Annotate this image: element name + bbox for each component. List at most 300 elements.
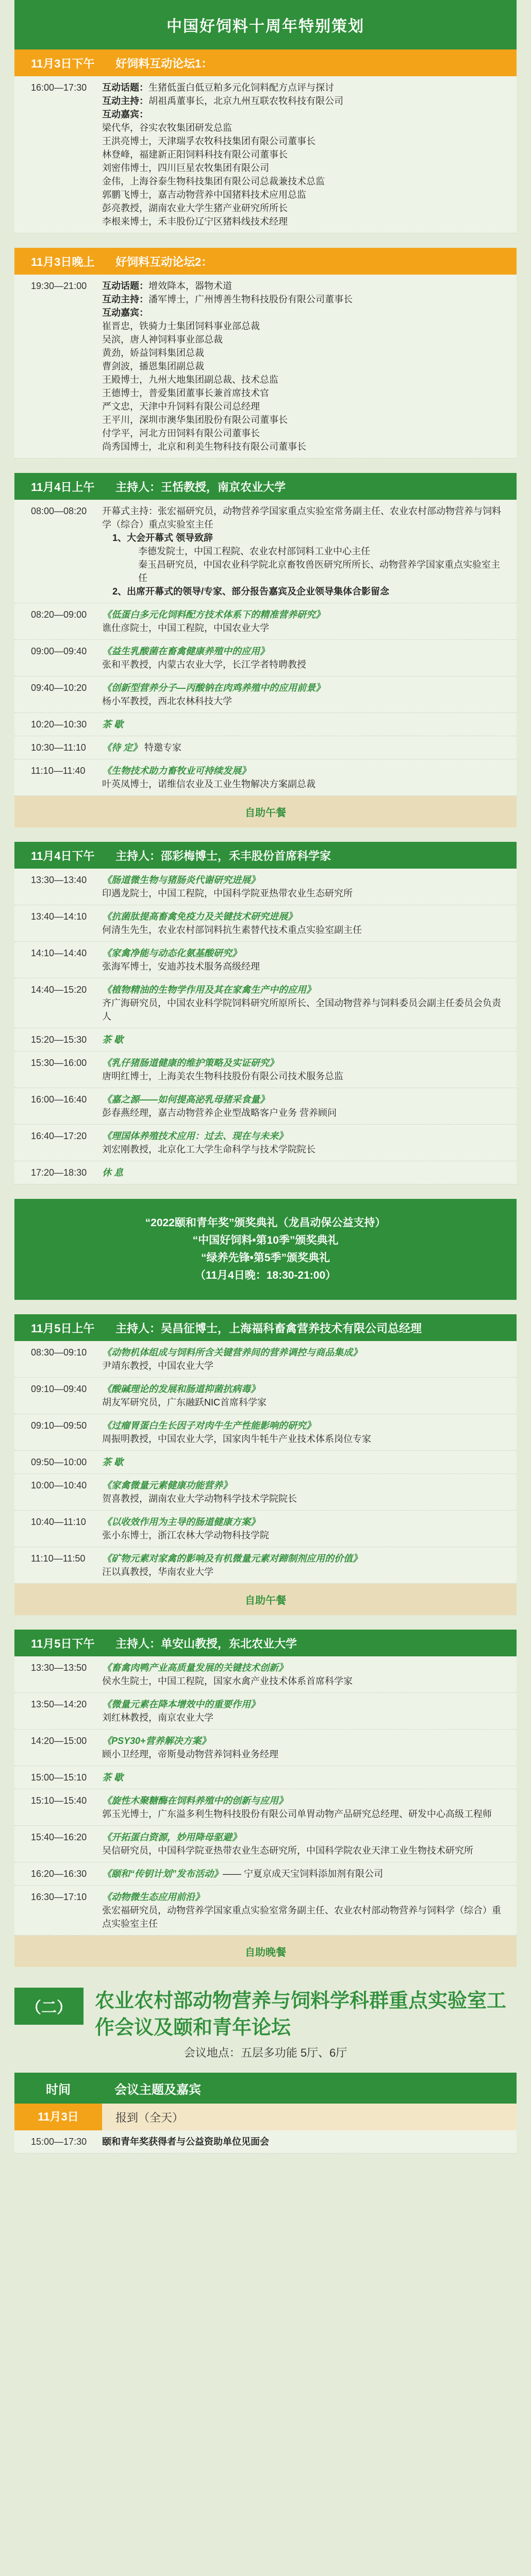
row-content (102, 608, 517, 635)
row-line (102, 413, 502, 427)
row-time: 09:40—10:20 (31, 683, 87, 693)
schedule-row (14, 1451, 517, 1474)
talk-title: 《矿物元素对家禽的影响及有机微量元素对蹄制剂应用的价值》 (102, 1553, 362, 1564)
line-text: 吴滨，唐人神饲料事业部总裁 (102, 334, 223, 345)
line-text: 彭亮教授，湖南农业大学生猪产业研究所所长 (102, 203, 288, 213)
section-header (14, 842, 517, 869)
row-line (102, 1794, 502, 1807)
talk-title: 《肠道微生物与猪肠炎代谢研究进展》 (102, 875, 260, 885)
section-header (14, 49, 517, 76)
section-body (14, 1341, 517, 1584)
line-text: 刘红林教授，南京农业大学 (102, 1713, 213, 1723)
section-body (14, 1656, 517, 1936)
row-content (102, 910, 517, 937)
schedule-row (14, 640, 517, 676)
row-time: 10:30—11:10 (31, 742, 86, 753)
line-text: 梁代华，谷实农牧集团研发总监 (102, 123, 232, 133)
row-line (102, 1033, 502, 1046)
line-text: 特邀专家 (142, 742, 182, 753)
row-time: 16:40—17:20 (31, 1131, 87, 1141)
line-text: 生猪低蛋白低豆粕多元化饲料配方点评与探讨 (148, 82, 334, 93)
schedule-row (14, 759, 517, 796)
line-text: 谯仕彦院士，中国工程院，中国农业大学 (102, 623, 269, 633)
schedule-row (14, 1547, 517, 1584)
row-line (102, 1711, 502, 1724)
talk-title: 《创新型营养分子—丙酸钠在肉鸡养殖中的应用前景》 (102, 683, 325, 693)
section-header (14, 1630, 517, 1656)
row-line (102, 764, 502, 777)
line-text: 彭春燕经理，嘉吉动物营养企业型战略客户业务 营养顾问 (102, 1108, 337, 1118)
row-line (102, 585, 502, 598)
schedule-row (14, 905, 517, 942)
line-text: 刘密伟博士，四川巨星农牧集团有限公司 (102, 163, 269, 173)
award-line: “绿养先锋•第5季”颁奖典礼 (201, 1252, 330, 1264)
schedule-row (14, 1341, 517, 1378)
line-text: 周振明教授，中国农业大学，国家肉牛牦牛产业技术体系岗位专家 (102, 1434, 371, 1444)
line-text: 汪以真教授，华南农业大学 (102, 1567, 213, 1577)
schedule-row (14, 1028, 517, 1052)
award-ceremony-box (14, 1199, 517, 1300)
row-content (102, 741, 517, 754)
row-time: 11:10—11:40 (31, 766, 86, 776)
row-line (102, 346, 502, 360)
section-label: 好饲料互动论坛1： (115, 57, 213, 70)
talk-title: 《动物机体组成与饲料所含关键营养间的营养调控与商品集成》 (102, 1347, 362, 1358)
talk-title: 茶 歇 (102, 1457, 124, 1467)
row-line (102, 360, 502, 373)
row-line (102, 1661, 502, 1674)
date-row (14, 2104, 517, 2130)
row-line (102, 1432, 502, 1446)
line-text: 郭鹏飞博士，嘉吉动物营养中国猪料技术应用总监 (102, 190, 306, 200)
talk-title: 《低蛋白多元化饲料配方技术体系下的精准营养研究》 (102, 609, 325, 620)
banner-title: 中国好饲料十周年特别策划 (14, 0, 517, 49)
row-time: 16:20—16:30 (31, 1869, 87, 1879)
section-body (14, 500, 517, 796)
row-line (102, 531, 502, 545)
row-content (102, 764, 517, 791)
row-line (102, 1771, 502, 1784)
section-time: 11月5日上午 (31, 1321, 95, 1335)
line-text: 王德博士，普爱集团董事长兼首席技术官 (102, 388, 269, 398)
row-content (102, 1552, 517, 1579)
row-time: 13:50—14:20 (31, 1699, 87, 1709)
line-bold: 2、出席开幕式的领导/专家、部分报告嘉宾及企业领导集体合影留念 (112, 586, 390, 597)
line-bold: 1、大会开幕式 领导致辞 (112, 533, 213, 543)
row-line (102, 873, 502, 887)
row-line (102, 1346, 502, 1359)
row-content (102, 1033, 517, 1046)
column-topic: 会议主题及嘉宾 (114, 2082, 201, 2097)
row-line (102, 558, 502, 585)
row-time: 16:00—16:40 (31, 1094, 87, 1105)
row-content (102, 1419, 517, 1446)
row-line (102, 658, 502, 671)
row-content: 颐和青年奖获得者与公益资助单位见面会 (102, 2137, 269, 2147)
row-line (102, 427, 502, 440)
row-line (102, 1515, 502, 1529)
line-text: 贺喜教授，湖南农业大学动物科学技术学院院长 (102, 1494, 297, 1504)
line-text: 齐广海研究员，中国农业科学院饲料研究所原所长、全国动物营养与饲料委员会副主任委员会负责人 (102, 998, 501, 1022)
row-content (102, 718, 517, 731)
award-line: “2022颐和青年奖”颁奖典礼（龙昌动保公益支持） (145, 1217, 386, 1229)
talk-title: 《理国体养殖技术应用：过去、现在与未来》 (102, 1131, 288, 1141)
schedule-row (14, 1886, 517, 1936)
schedule-row (14, 1656, 517, 1693)
row-time: 09:10—09:50 (31, 1420, 87, 1431)
row-line (102, 960, 502, 973)
line-text: 崔晋忠，铁骑力士集团饲料事业部总裁 (102, 321, 260, 331)
row-line (102, 1106, 502, 1120)
line-text: 严文忠，天津中升饲料有限公司总经理 (102, 401, 260, 412)
row-line (102, 1867, 502, 1880)
schedule-row (14, 736, 517, 759)
talk-title: 茶 歇 (102, 719, 124, 730)
schedule-row (14, 942, 517, 978)
row-line (102, 161, 502, 175)
section-body (14, 76, 517, 233)
talk-title: 《益生乳酸菌在畜禽健康养殖中的应用》 (102, 646, 269, 656)
row-line (102, 148, 502, 161)
talk-title: 《旋性木聚糖酶在饲料养殖中的创新与应用》 (102, 1795, 288, 1806)
row-line (102, 1890, 502, 1904)
row-line (102, 1143, 502, 1156)
row-content (102, 645, 517, 671)
line-text: 吴信研究员，中国科学院亚热带农业生态研究所，中国科学院农业天津工业生物技术研究所 (102, 1845, 473, 1856)
row-line (102, 983, 502, 996)
schedule-row (14, 1693, 517, 1730)
line-text: —— 宁夏京成天宝饲料添加剂有限公司 (223, 1869, 383, 1879)
talk-title: 《家禽微量元素健康功能营养》 (102, 1480, 232, 1490)
line-text: 李根来博士，禾丰股份辽宁区猪料线技术经理 (102, 216, 288, 227)
line-text: 李德发院士，中国工程院、农业农村部饲料工业中心主任 (138, 546, 370, 556)
row-time: 16:00—17:30 (31, 82, 87, 93)
schedule-table-header (14, 2073, 517, 2104)
column-time: 时间 (46, 2082, 71, 2097)
schedule-row (14, 1125, 517, 1161)
row-line (102, 996, 502, 1023)
line-text: 黄劲，娇益饲料集团总裁 (102, 348, 204, 358)
line-text: 金伟，上海谷泰生物科技集团有限公司总裁兼技术总监 (102, 176, 325, 187)
date-note: 报到（全天） (115, 2111, 184, 2124)
talk-title: 《嘉之源——如何提高泌乳母猪采食量》 (102, 1094, 269, 1105)
row-time: 15:30—16:00 (31, 1058, 87, 1068)
section-nov5-morning (14, 1314, 517, 1584)
row-content (102, 1867, 517, 1880)
row-time: 09:00—09:40 (31, 646, 87, 656)
talk-title: 《植物精油的生物学作用及其在家禽生产中的应用》 (102, 985, 316, 995)
talk-title: 《以收效作用为主导的肠道健康方案》 (102, 1517, 260, 1527)
row-line (102, 386, 502, 400)
talk-title: 《待 定》 (102, 742, 142, 753)
line-text: 胡友军研究员，广东融跃NIC首席科学家 (102, 1397, 267, 1408)
row-time: 13:40—14:10 (31, 911, 87, 922)
row-line (102, 400, 502, 413)
line-text: 郭玉光博士，广东溢多利生物科技股份有限公司单胃动物产品研究总经理、研发中心高级工程师 (102, 1809, 492, 1819)
row-line (102, 545, 502, 558)
row-line (102, 81, 502, 94)
schedule-row (14, 1862, 517, 1886)
talk-title: 《家禽净能与动态化氨基酸研究》 (102, 948, 241, 958)
row-line (102, 1396, 502, 1409)
row-content (102, 983, 517, 1023)
row-time: 10:00—10:40 (31, 1480, 87, 1490)
row-time: 17:20—18:30 (31, 1167, 87, 1178)
row-time: 19:30—21:00 (31, 281, 87, 291)
row-line (102, 1070, 502, 1083)
row-line (102, 1674, 502, 1688)
part-two-heading (14, 1988, 517, 2041)
line-text: 秦玉昌研究员，中国农业科学院北京畜牧兽医研究所所长、动物营养学国家重点实验室主任 (138, 560, 500, 583)
line-text: 尚秀国博士，北京和利美生物科技有限公司董事长 (102, 442, 306, 452)
row-time: 15:10—15:40 (31, 1795, 87, 1806)
section-header (14, 473, 517, 500)
row-line (102, 741, 502, 754)
row-time: 08:20—09:00 (31, 609, 87, 620)
section-forum-1 (14, 49, 517, 233)
line-bold: 互动嘉宾： (102, 308, 148, 318)
row-line (102, 1807, 502, 1821)
row-time: 08:00—08:20 (31, 506, 87, 516)
talk-title: 《生物技术助力畜牧业可持续发展》 (102, 766, 251, 776)
row-line (102, 1129, 502, 1143)
talk-title: 《开拓蛋白资源，妙用降母驱避》 (102, 1832, 241, 1842)
section-header (14, 248, 517, 275)
row-content (102, 81, 517, 228)
schedule-row (14, 603, 517, 640)
schedule-row (14, 2130, 517, 2154)
row-line (102, 645, 502, 658)
line-text: 唐明红博士，上海美农生物科技股份有限公司技术服务总监 (102, 1071, 343, 1081)
talk-title: 茶 歇 (102, 1772, 124, 1783)
row-line (102, 215, 502, 228)
schedule-row (14, 1161, 517, 1184)
row-line (102, 718, 502, 731)
row-line (102, 1844, 502, 1857)
row-time: 15:20—15:30 (31, 1035, 87, 1045)
row-line (102, 175, 502, 188)
schedule-row (14, 1088, 517, 1125)
row-line (102, 681, 502, 694)
row-line (102, 910, 502, 923)
row-content (102, 1890, 517, 1930)
schedule-row (14, 1766, 517, 1789)
schedule-row (14, 1511, 517, 1547)
row-content (102, 1129, 517, 1156)
row-line (102, 608, 502, 621)
dinner-break: 自助晚餐 (14, 1936, 517, 1967)
row-line (102, 373, 502, 386)
row-line (102, 1492, 502, 1505)
row-line (102, 694, 502, 708)
line-text: 曹剑波，播恩集团副总裁 (102, 361, 204, 371)
section-label: 主持人：吴昌征博士，上海福科畜禽营养技术有限公司总经理 (115, 1321, 422, 1335)
part2-body (14, 2130, 517, 2154)
line-text: 张小东博士，浙江农林大学动物科技学院 (102, 1530, 269, 1540)
row-line (102, 1529, 502, 1542)
row-line (102, 1831, 502, 1844)
row-content (102, 1831, 517, 1857)
schedule-row (14, 676, 517, 713)
row-content (102, 504, 517, 598)
row-content (102, 1661, 517, 1688)
row-line (102, 306, 502, 319)
talk-title: 《PSY30+营养解决方案》 (102, 1736, 211, 1746)
row-content (102, 1698, 517, 1724)
schedule-row (14, 275, 517, 459)
row-time: 14:20—15:00 (31, 1736, 87, 1746)
line-text: 尹靖东教授，中国农业大学 (102, 1361, 213, 1371)
row-line (102, 887, 502, 900)
line-text: 王平川，深圳市澳华集团股份有限公司董事长 (102, 415, 288, 425)
row-content (102, 946, 517, 973)
row-content (102, 1455, 517, 1469)
section-label: 主持人：单安山教授，东北农业大学 (115, 1637, 297, 1650)
row-time: 15:00—15:10 (31, 1772, 87, 1783)
row-time: 16:30—17:10 (31, 1892, 87, 1902)
row-line (102, 1552, 502, 1565)
row-line (102, 1419, 502, 1432)
line-bold: 互动话题： (102, 281, 148, 291)
row-content (102, 1515, 517, 1542)
line-text: 印遇龙院士，中国工程院，中国科学院亚热带农业生态研究所 (102, 888, 353, 899)
talk-title: 《酸碱理论的发展和肠道抑菌抗病毒》 (102, 1384, 260, 1394)
line-text: 何清生先生，农业农村部饲料抗生素替代技术重点实验室副主任 (102, 925, 362, 935)
line-text: 叶英凤博士，诺维信农业及工业生物解决方案副总裁 (102, 779, 316, 789)
row-line (102, 923, 502, 937)
row-time: 14:10—14:40 (31, 948, 87, 958)
row-time: 10:20—10:30 (31, 719, 87, 730)
part-number: （二） (14, 1988, 84, 2025)
line-bold: 互动主持： (102, 96, 148, 106)
row-line (102, 1166, 502, 1179)
section-time: 11月4日上午 (31, 480, 95, 494)
row-line (102, 946, 502, 960)
row-line (102, 1565, 502, 1579)
row-line (102, 108, 502, 121)
talk-title: 《颐和“传钥计划”发布活动》 (102, 1869, 223, 1879)
row-line (102, 201, 502, 215)
line-text: 林登峰，福建新正阳饲料科技有限公司董事长 (102, 149, 288, 160)
talk-title: 《过瘤胃蛋白生长因子对肉牛生产性能影响的研究》 (102, 1420, 316, 1431)
section-label: 主持人：邵彩梅博士，禾丰股份首席科学家 (115, 849, 331, 862)
row-time: 14:40—15:20 (31, 985, 87, 995)
row-content (102, 1794, 517, 1821)
row-line (102, 121, 502, 134)
row-line (102, 293, 502, 306)
row-content (102, 1056, 517, 1083)
row-content (102, 1346, 517, 1372)
line-bold: 互动主持： (102, 294, 148, 304)
row-line (102, 1748, 502, 1761)
line-text: 张海军博士，安迪苏技术服务高级经理 (102, 961, 260, 972)
row-line (102, 1734, 502, 1748)
line-text: 付学平，河北方田饲料有限公司董事长 (102, 428, 260, 438)
schedule-row (14, 1826, 517, 1862)
row-line (102, 1056, 502, 1070)
schedule-row (14, 1474, 517, 1511)
schedule-row (14, 1378, 517, 1414)
schedule-row (14, 978, 517, 1028)
row-line (102, 94, 502, 108)
line-text: 张和平教授，内蒙古农业大学，长江学者特聘教授 (102, 659, 306, 670)
talk-title: 《乳仔猪肠道健康的维护策略及实证研究》 (102, 1058, 278, 1068)
row-line (102, 1093, 502, 1106)
section-time: 11月3日下午 (31, 57, 95, 70)
row-content (102, 1771, 517, 1784)
row-time: 15:40—16:20 (31, 1832, 87, 1842)
section-label: 好饲料互动论坛2： (115, 255, 213, 268)
row-time: 08:30—09:10 (31, 1347, 87, 1358)
line-text: 增效降本，器物术道 (148, 281, 232, 291)
section-nov4-afternoon (14, 842, 517, 1184)
row-content (102, 1093, 517, 1120)
line-text: 刘宏刚教授，北京化工大学生命科学与技术学院院长 (102, 1144, 316, 1155)
talk-title: 休 息 (102, 1167, 124, 1178)
row-line (102, 279, 502, 293)
row-content (102, 873, 517, 900)
row-line (102, 1479, 502, 1492)
row-time: 11:10—11:50 (31, 1553, 86, 1564)
row-content (102, 1479, 517, 1505)
line-text: 王殿博士，九州大地集团副总裁、技术总监 (102, 375, 278, 385)
section-time: 11月5日下午 (31, 1637, 95, 1650)
section-label: 主持人：王恬教授，南京农业大学 (115, 480, 286, 494)
row-line (102, 134, 502, 148)
talk-title: 茶 歇 (102, 1035, 124, 1045)
talk-title: 《畜禽肉鸭产业高质量发展的关键技术创新》 (102, 1663, 288, 1673)
row-content (102, 279, 517, 453)
award-time: （11月4日晚：18:30-21:00） (194, 1269, 337, 1281)
row-line (102, 1382, 502, 1396)
row-line (102, 188, 502, 201)
section-time: 11月3日晚上 (31, 255, 95, 268)
row-line (102, 1904, 502, 1930)
schedule-row (14, 1730, 517, 1766)
line-text: 胡祖禹董事长，北京九州互联农牧科技有限公司 (148, 96, 343, 106)
schedule-row (14, 1789, 517, 1826)
line-text: 潘军博士，广州博善生物科技股份有限公司董事长 (148, 294, 353, 304)
schedule-row (14, 1052, 517, 1088)
lunch-break: 自助午餐 (14, 796, 517, 827)
row-line (102, 1359, 502, 1372)
line-text: 杨小军教授，西北农林科技大学 (102, 696, 232, 706)
line-text: 开幕式主持：张宏福研究员，动物营养学国家重点实验室常务副主任、农业农村部动物营养与饲料学（综合）重点实验室主任 (102, 506, 501, 530)
row-time: 13:30—13:50 (31, 1663, 87, 1673)
line-bold: 互动话题： (102, 82, 148, 93)
row-content (102, 1166, 517, 1179)
row-line (102, 319, 502, 333)
row-time: 09:10—09:40 (31, 1384, 87, 1394)
lunch-break: 自助午餐 (14, 1584, 517, 1615)
row-line (102, 504, 502, 531)
schedule-row (14, 713, 517, 736)
line-text: 顾小卫经理，帝斯曼动物营养饲料业务经理 (102, 1749, 278, 1759)
row-time: 13:30—13:40 (31, 875, 87, 885)
row-time: 15:00—17:30 (31, 2137, 87, 2147)
row-line (102, 777, 502, 791)
schedule-row (14, 869, 517, 905)
schedule-row (14, 1414, 517, 1451)
section-body (14, 275, 517, 459)
schedule-row (14, 76, 517, 233)
section-nov5-afternoon (14, 1630, 517, 1936)
line-text: 侯水生院士，中国工程院，国家水禽产业技术体系首席科学家 (102, 1676, 353, 1686)
talk-title: 《动物微生态应用前沿》 (102, 1892, 204, 1902)
section-nov4-morning (14, 473, 517, 796)
section-time: 11月4日下午 (31, 849, 95, 862)
talk-title: 《抗菌肽提高畜禽免疫力及关键技术研究进展》 (102, 911, 297, 922)
